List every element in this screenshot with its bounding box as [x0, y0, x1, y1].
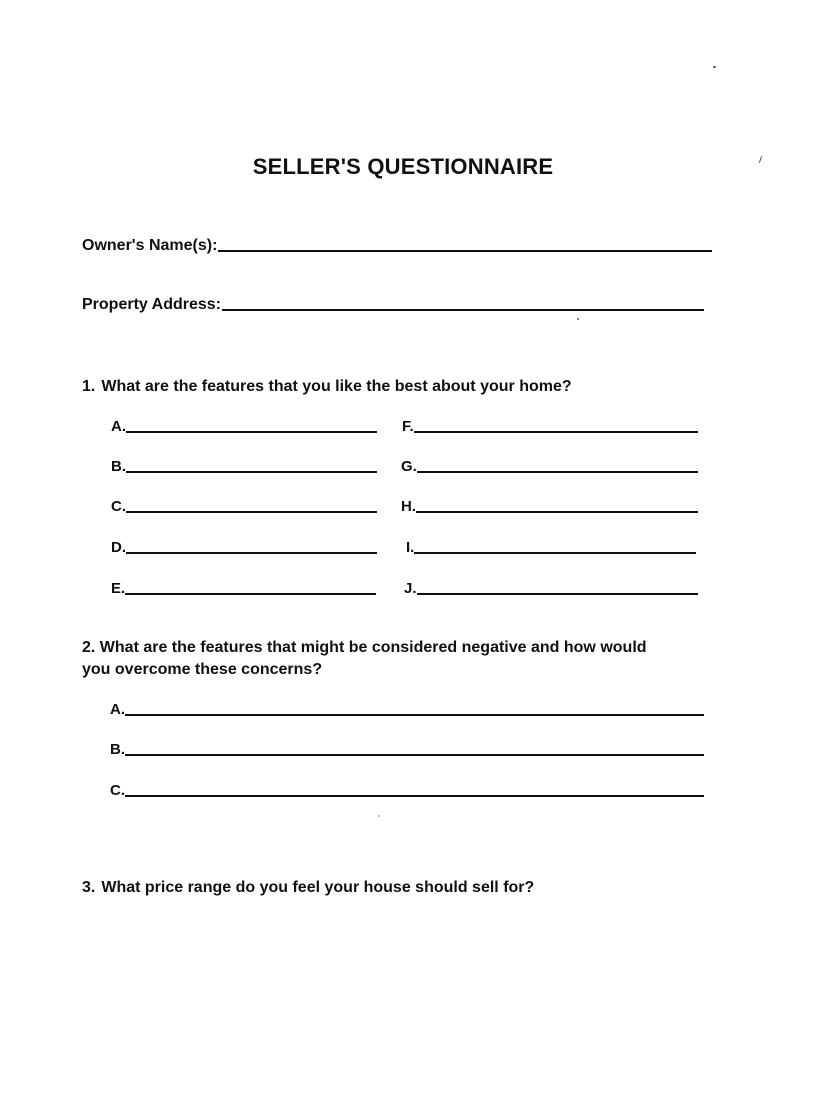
property-address-label: Property Address: — [82, 296, 221, 313]
question-1-number: 1. — [82, 378, 96, 395]
question-1 — [82, 376, 572, 398]
q1-answer-line[interactable] — [417, 592, 698, 595]
question-3-text: What price range do you feel your house should sell for? — [101, 879, 535, 896]
q1-item-label: I. — [406, 539, 415, 556]
q2-item-label: A. — [110, 701, 125, 718]
owner-name-field[interactable] — [218, 249, 712, 252]
question-2 — [82, 637, 647, 681]
q1-answer-line[interactable] — [126, 470, 377, 473]
scan-speck — [378, 815, 380, 817]
q1-answer-line[interactable] — [126, 510, 377, 513]
q1-answer-line[interactable] — [414, 430, 698, 433]
q1-answer-line[interactable] — [417, 470, 698, 473]
q2-answer-line[interactable] — [125, 753, 704, 756]
scan-speck — [577, 318, 579, 320]
q1-item-g — [401, 458, 698, 475]
q1-answer-line[interactable] — [126, 551, 377, 554]
question-3-number: 3. — [82, 879, 96, 896]
question-2-text-line-1: 2. What are the features that might be considered negative and how would — [82, 639, 647, 656]
q1-item-label: C. — [111, 498, 126, 515]
q1-item-j — [404, 580, 698, 597]
q2-item-b — [110, 741, 704, 758]
q2-answer-line[interactable] — [125, 794, 704, 797]
q2-answer-line[interactable] — [125, 713, 704, 716]
scan-speck — [713, 66, 716, 68]
q2-item-c — [110, 782, 704, 799]
owner-name-row — [82, 237, 712, 255]
q2-item-label: B. — [110, 741, 125, 758]
q1-answer-line[interactable] — [125, 592, 376, 595]
q1-item-h — [401, 498, 698, 515]
q1-item-label: E. — [111, 580, 126, 597]
q2-item-label: C. — [110, 782, 125, 799]
q1-answer-line[interactable] — [414, 551, 696, 554]
question-3 — [82, 877, 534, 899]
q1-item-label: D. — [111, 539, 126, 556]
q1-item-label: B. — [111, 458, 126, 475]
q1-item-a — [111, 418, 377, 435]
q2-item-a — [110, 701, 704, 718]
question-1-text: What are the features that you like the best about your home? — [101, 378, 572, 395]
q1-item-label: H. — [401, 498, 416, 515]
q1-item-label: G. — [401, 458, 417, 475]
q1-answer-line[interactable] — [126, 430, 377, 433]
q1-item-label: J. — [404, 580, 417, 597]
q1-item-f — [402, 418, 698, 435]
q1-item-c — [111, 498, 377, 515]
q1-item-i — [406, 539, 696, 556]
owner-name-label: Owner's Name(s): — [82, 237, 218, 254]
page-title: SELLER'S QUESTIONNAIRE — [252, 154, 554, 179]
property-address-row — [82, 296, 704, 314]
question-2-text-line-2: you overcome these concerns? — [82, 661, 323, 678]
q1-item-b — [111, 458, 377, 475]
property-address-field[interactable] — [222, 308, 704, 311]
q1-answer-line[interactable] — [416, 510, 698, 513]
q1-item-e — [111, 580, 376, 597]
q1-item-d — [111, 539, 377, 556]
q1-item-label: A. — [111, 418, 126, 435]
q1-item-label: F. — [402, 418, 414, 435]
